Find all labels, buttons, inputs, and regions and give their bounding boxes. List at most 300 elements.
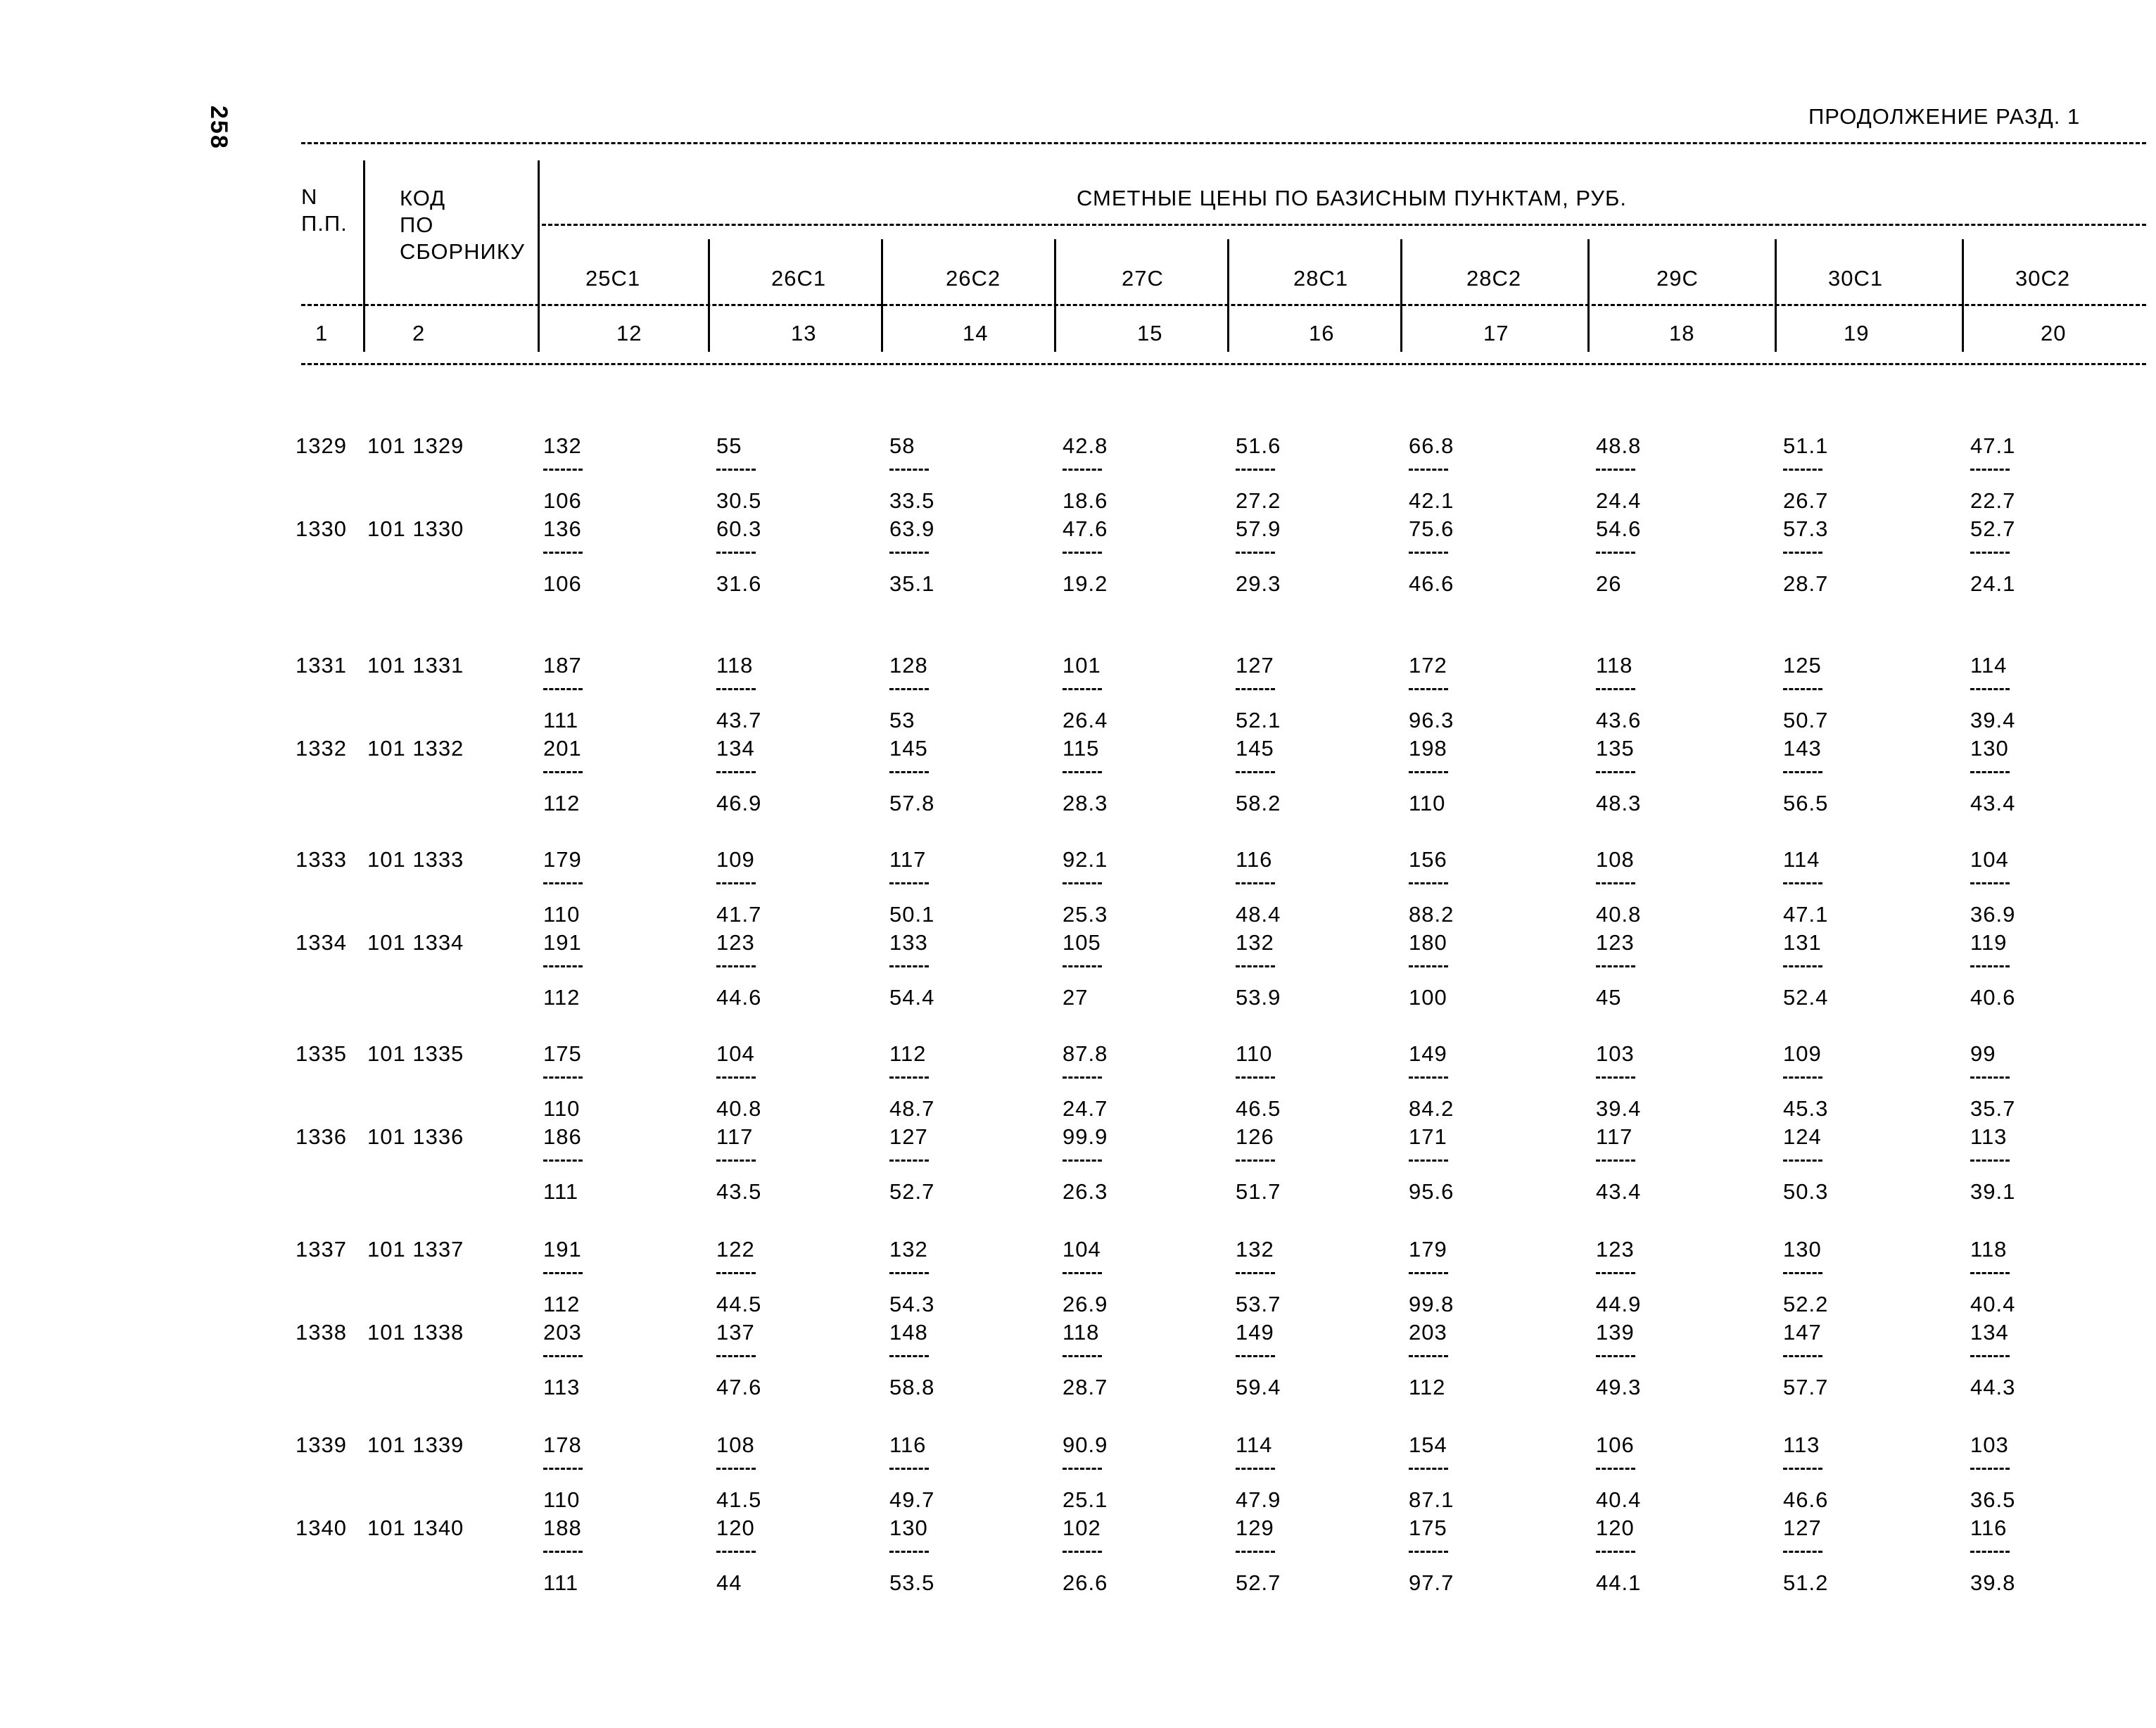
price-numerator: 57.3 xyxy=(1783,516,1829,541)
price-denominator: 26.6 xyxy=(1063,1570,1108,1595)
price-numerator: 63.9 xyxy=(889,516,935,541)
row-code: 101 1333 xyxy=(367,847,464,872)
col-divider-point xyxy=(1054,239,1056,352)
row-code: 101 1337 xyxy=(367,1237,464,1262)
header-point-5: 28С1 xyxy=(1293,266,1349,291)
price-numerator: 57.9 xyxy=(1236,516,1281,541)
price-numerator: 125 xyxy=(1783,653,1822,678)
price-denominator: 57.8 xyxy=(889,791,935,815)
price-denominator: 26.7 xyxy=(1783,488,1829,513)
price-numerator: 122 xyxy=(716,1237,755,1262)
price-denominator: 28.3 xyxy=(1063,791,1108,815)
row-number: 1329 xyxy=(296,433,347,458)
price-denominator: 110 xyxy=(1409,791,1446,815)
price-denominator: 99.8 xyxy=(1409,1292,1454,1316)
price-numerator: 109 xyxy=(1783,1041,1822,1066)
price-numerator: 123 xyxy=(1596,930,1635,955)
price-numerator: 105 xyxy=(1063,930,1101,955)
fraction-line xyxy=(1409,1272,1448,1274)
price-numerator: 171 xyxy=(1409,1124,1447,1149)
price-numerator: 175 xyxy=(543,1041,582,1066)
price-denominator: 26.4 xyxy=(1063,708,1108,732)
price-numerator: 147 xyxy=(1783,1320,1822,1345)
price-numerator: 99.9 xyxy=(1063,1124,1108,1149)
fraction-line xyxy=(543,1272,583,1274)
price-numerator: 48.8 xyxy=(1596,433,1642,458)
fraction-line xyxy=(543,1551,583,1553)
fraction-line xyxy=(1236,1468,1275,1470)
price-denominator: 112 xyxy=(1409,1375,1446,1399)
price-denominator: 40.4 xyxy=(1596,1487,1642,1512)
fraction-line xyxy=(1409,1355,1448,1357)
price-denominator: 27 xyxy=(1063,985,1089,1010)
fraction-line xyxy=(1783,1076,1822,1079)
price-numerator: 130 xyxy=(1970,736,2009,761)
fraction-line xyxy=(1236,1272,1275,1274)
price-numerator: 113 xyxy=(1783,1432,1820,1457)
fraction-line xyxy=(1063,882,1102,884)
price-numerator: 58 xyxy=(889,433,915,458)
fraction-line xyxy=(1783,965,1822,967)
price-denominator: 27.2 xyxy=(1236,488,1281,513)
price-denominator: 43.4 xyxy=(1596,1179,1642,1204)
fraction-line xyxy=(1970,965,2010,967)
price-numerator: 51.1 xyxy=(1783,433,1829,458)
price-denominator: 111 xyxy=(543,1570,579,1595)
price-denominator: 44.5 xyxy=(716,1292,762,1316)
fraction-line xyxy=(1970,469,2010,471)
row-number: 1334 xyxy=(296,930,347,955)
price-numerator: 154 xyxy=(1409,1432,1447,1457)
price-denominator: 25.1 xyxy=(1063,1487,1108,1512)
price-denominator: 44.9 xyxy=(1596,1292,1642,1316)
price-denominator: 26.3 xyxy=(1063,1179,1108,1204)
fraction-line xyxy=(1409,552,1448,554)
fraction-line xyxy=(1783,1272,1822,1274)
col-divider-point xyxy=(708,239,710,352)
fraction-line xyxy=(716,1272,756,1274)
fraction-line xyxy=(1970,1160,2010,1162)
fraction-line xyxy=(1409,771,1448,773)
row-number: 1330 xyxy=(296,516,347,541)
price-denominator: 57.7 xyxy=(1783,1375,1829,1399)
price-denominator: 44 xyxy=(716,1570,742,1595)
fraction-line xyxy=(889,882,929,884)
header-point-8: 30С1 xyxy=(1828,266,1884,291)
fraction-line xyxy=(1970,1355,2010,1357)
price-numerator: 172 xyxy=(1409,653,1447,678)
price-denominator: 28.7 xyxy=(1063,1375,1108,1399)
price-denominator: 47.9 xyxy=(1236,1487,1281,1512)
price-denominator: 39.4 xyxy=(1596,1096,1642,1121)
price-denominator: 25.3 xyxy=(1063,902,1108,927)
price-numerator: 104 xyxy=(716,1041,755,1066)
header-col-number: 20 xyxy=(2041,321,2067,345)
price-numerator: 54.6 xyxy=(1596,516,1642,541)
price-numerator: 130 xyxy=(1783,1237,1822,1262)
price-denominator: 43.6 xyxy=(1596,708,1642,732)
row-number: 1331 xyxy=(296,653,347,678)
price-denominator: 26 xyxy=(1596,571,1622,596)
price-denominator: 45 xyxy=(1596,985,1622,1010)
row-number: 1340 xyxy=(296,1516,347,1540)
price-numerator: 186 xyxy=(543,1124,582,1149)
fraction-line xyxy=(889,965,929,967)
price-numerator: 175 xyxy=(1409,1516,1447,1540)
price-numerator: 119 xyxy=(1970,930,2008,955)
price-numerator: 179 xyxy=(1409,1237,1447,1262)
fraction-line xyxy=(1236,771,1275,773)
fraction-line xyxy=(543,771,583,773)
fraction-line xyxy=(1063,1076,1102,1079)
row-code: 101 1334 xyxy=(367,930,464,955)
fraction-line xyxy=(1970,1468,2010,1470)
col-divider-point xyxy=(1227,239,1229,352)
fraction-line xyxy=(1409,1076,1448,1079)
price-denominator: 84.2 xyxy=(1409,1096,1454,1121)
fraction-line xyxy=(1970,1076,2010,1079)
price-denominator: 46.6 xyxy=(1783,1487,1829,1512)
fraction-line xyxy=(1970,882,2010,884)
fraction-line xyxy=(1236,1076,1275,1079)
price-numerator: 143 xyxy=(1783,736,1822,761)
header-point-1: 25С1 xyxy=(585,266,641,291)
row-code: 101 1336 xyxy=(367,1124,464,1149)
price-numerator: 108 xyxy=(1596,847,1635,872)
price-denominator: 44.3 xyxy=(1970,1375,2016,1399)
fraction-line xyxy=(1783,469,1822,471)
price-denominator: 47.6 xyxy=(716,1375,762,1399)
price-denominator: 52.7 xyxy=(1236,1570,1281,1595)
price-numerator: 114 xyxy=(1783,847,1820,872)
price-denominator: 110 xyxy=(543,1096,581,1121)
fraction-line xyxy=(1409,688,1448,690)
price-numerator: 156 xyxy=(1409,847,1447,872)
price-numerator: 131 xyxy=(1783,930,1822,955)
row-code: 101 1340 xyxy=(367,1516,464,1540)
fraction-line xyxy=(1409,1468,1448,1470)
price-numerator: 112 xyxy=(889,1041,927,1066)
col-divider-point xyxy=(1962,239,1964,352)
price-denominator: 46.6 xyxy=(1409,571,1454,596)
price-denominator: 46.5 xyxy=(1236,1096,1281,1121)
price-numerator: 191 xyxy=(543,930,582,955)
fraction-line xyxy=(1236,1551,1275,1553)
fraction-line xyxy=(889,1076,929,1079)
fraction-line xyxy=(1596,1076,1635,1079)
price-numerator: 118 xyxy=(716,653,754,678)
fraction-line xyxy=(1063,1468,1102,1470)
price-denominator: 96.3 xyxy=(1409,708,1454,732)
price-denominator: 48.7 xyxy=(889,1096,935,1121)
fraction-line xyxy=(1596,771,1635,773)
price-denominator: 53.7 xyxy=(1236,1292,1281,1316)
price-denominator: 48.4 xyxy=(1236,902,1281,927)
price-denominator: 45.3 xyxy=(1783,1096,1829,1121)
price-denominator: 52.4 xyxy=(1783,985,1829,1010)
price-denominator: 97.7 xyxy=(1409,1570,1454,1595)
row-number: 1333 xyxy=(296,847,347,872)
row-code: 101 1335 xyxy=(367,1041,464,1066)
fraction-line xyxy=(716,1160,756,1162)
price-numerator: 149 xyxy=(1236,1320,1274,1345)
fraction-line xyxy=(543,469,583,471)
fraction-line xyxy=(716,1468,756,1470)
price-denominator: 111 xyxy=(543,1179,579,1204)
price-denominator: 35.1 xyxy=(889,571,935,596)
price-numerator: 145 xyxy=(1236,736,1274,761)
fraction-line xyxy=(716,1355,756,1357)
price-numerator: 129 xyxy=(1236,1516,1274,1540)
fraction-line xyxy=(543,882,583,884)
price-denominator: 51.7 xyxy=(1236,1179,1281,1204)
col-divider-point xyxy=(1775,239,1777,352)
price-numerator: 137 xyxy=(716,1320,755,1345)
fraction-line xyxy=(543,1160,583,1162)
price-numerator: 120 xyxy=(1596,1516,1635,1540)
price-numerator: 103 xyxy=(1596,1041,1635,1066)
row-number: 1337 xyxy=(296,1237,347,1262)
fraction-line xyxy=(1236,552,1275,554)
price-denominator: 106 xyxy=(543,488,582,513)
price-denominator: 24.1 xyxy=(1970,571,2016,596)
price-denominator: 40.6 xyxy=(1970,985,2016,1010)
price-denominator: 59.4 xyxy=(1236,1375,1281,1399)
fraction-line xyxy=(1596,1355,1635,1357)
header-col-number: 19 xyxy=(1844,321,1870,345)
fraction-line xyxy=(716,965,756,967)
price-numerator: 127 xyxy=(889,1124,928,1149)
fraction-line xyxy=(716,1076,756,1079)
price-numerator: 132 xyxy=(543,433,582,458)
fraction-line xyxy=(716,469,756,471)
header-col-number: 16 xyxy=(1309,321,1335,345)
price-denominator: 111 xyxy=(543,708,579,732)
fraction-line xyxy=(1783,1468,1822,1470)
price-numerator: 124 xyxy=(1783,1124,1822,1149)
price-numerator: 110 xyxy=(1236,1041,1273,1066)
price-numerator: 108 xyxy=(716,1432,755,1457)
fraction-line xyxy=(1970,688,2010,690)
header-mid-rule xyxy=(301,304,2146,306)
price-numerator: 191 xyxy=(543,1237,582,1262)
row-number: 1338 xyxy=(296,1320,347,1345)
price-denominator: 95.6 xyxy=(1409,1179,1454,1204)
price-denominator: 54.4 xyxy=(889,985,935,1010)
fraction-line xyxy=(1236,1160,1275,1162)
fraction-line xyxy=(1783,1160,1822,1162)
header-col-number: 1 xyxy=(315,321,329,345)
row-code: 101 1339 xyxy=(367,1432,464,1457)
price-numerator: 114 xyxy=(1236,1432,1273,1457)
col-divider-2 xyxy=(538,160,540,352)
price-denominator: 47.1 xyxy=(1783,902,1829,927)
price-numerator: 114 xyxy=(1970,653,2008,678)
fraction-line xyxy=(716,1551,756,1553)
price-denominator: 100 xyxy=(1409,985,1447,1010)
price-denominator: 112 xyxy=(543,985,581,1010)
price-denominator: 53.5 xyxy=(889,1570,935,1595)
fraction-line xyxy=(889,1468,929,1470)
fraction-line xyxy=(543,1076,583,1079)
price-denominator: 31.6 xyxy=(716,571,762,596)
header-sborniku: СБОРНИКУ xyxy=(400,239,525,264)
price-numerator: 118 xyxy=(1596,653,1633,678)
fraction-line xyxy=(889,1272,929,1274)
price-numerator: 132 xyxy=(889,1237,928,1262)
price-numerator: 132 xyxy=(1236,1237,1274,1262)
header-col-number: 15 xyxy=(1137,321,1163,345)
price-denominator: 29.3 xyxy=(1236,571,1281,596)
fraction-line xyxy=(1063,552,1102,554)
price-numerator: 92.1 xyxy=(1063,847,1108,872)
price-denominator: 41.5 xyxy=(716,1487,762,1512)
fraction-line xyxy=(1596,469,1635,471)
price-numerator: 117 xyxy=(716,1124,754,1149)
price-denominator: 36.5 xyxy=(1970,1487,2016,1512)
fraction-line xyxy=(1409,469,1448,471)
fraction-line xyxy=(1783,1355,1822,1357)
price-numerator: 134 xyxy=(1970,1320,2009,1345)
header-point-3: 26С2 xyxy=(946,266,1001,291)
fraction-line xyxy=(543,1355,583,1357)
price-numerator: 123 xyxy=(1596,1237,1635,1262)
price-numerator: 99 xyxy=(1970,1041,1996,1066)
price-denominator: 39.1 xyxy=(1970,1179,2016,1204)
price-numerator: 120 xyxy=(716,1516,755,1540)
price-denominator: 58.8 xyxy=(889,1375,935,1399)
price-numerator: 75.6 xyxy=(1409,516,1454,541)
price-denominator: 56.5 xyxy=(1783,791,1829,815)
price-denominator: 50.7 xyxy=(1783,708,1829,732)
price-denominator: 30.5 xyxy=(716,488,762,513)
price-denominator: 33.5 xyxy=(889,488,935,513)
fraction-line xyxy=(1596,688,1635,690)
header-point-2: 26С1 xyxy=(771,266,827,291)
fraction-line xyxy=(1596,552,1635,554)
price-denominator: 22.7 xyxy=(1970,488,2016,513)
fraction-line xyxy=(1063,469,1102,471)
price-denominator: 41.7 xyxy=(716,902,762,927)
row-number: 1336 xyxy=(296,1124,347,1149)
fraction-line xyxy=(543,688,583,690)
price-numerator: 127 xyxy=(1236,653,1274,678)
fraction-line xyxy=(1063,1355,1102,1357)
price-numerator: 66.8 xyxy=(1409,433,1454,458)
col-divider-point xyxy=(881,239,883,352)
price-numerator: 130 xyxy=(889,1516,928,1540)
fraction-line xyxy=(1236,469,1275,471)
fraction-line xyxy=(1063,1272,1102,1274)
fraction-line xyxy=(889,771,929,773)
price-denominator: 113 xyxy=(543,1375,581,1399)
fraction-line xyxy=(1596,1551,1635,1553)
price-denominator: 18.6 xyxy=(1063,488,1108,513)
price-numerator: 149 xyxy=(1409,1041,1447,1066)
price-numerator: 117 xyxy=(1596,1124,1633,1149)
col-divider-point xyxy=(1587,239,1590,352)
col-divider-1 xyxy=(363,160,365,352)
price-denominator: 39.4 xyxy=(1970,708,2016,732)
fraction-line xyxy=(1236,688,1275,690)
price-numerator: 47.1 xyxy=(1970,433,2016,458)
fraction-line xyxy=(1970,552,2010,554)
header-code: КОД xyxy=(400,186,446,210)
price-denominator: 43.4 xyxy=(1970,791,2016,815)
price-denominator: 19.2 xyxy=(1063,571,1108,596)
fraction-line xyxy=(1970,1272,2010,1274)
fraction-line xyxy=(543,965,583,967)
fraction-line xyxy=(889,552,929,554)
price-numerator: 102 xyxy=(1063,1516,1101,1540)
header-top-rule xyxy=(301,142,2146,144)
fraction-line xyxy=(1596,1272,1635,1274)
row-code: 101 1329 xyxy=(367,433,464,458)
fraction-line xyxy=(716,552,756,554)
fraction-line xyxy=(1063,771,1102,773)
price-denominator: 52.2 xyxy=(1783,1292,1829,1316)
fraction-line xyxy=(889,1160,929,1162)
header-col-number: 14 xyxy=(963,321,989,345)
price-denominator: 50.3 xyxy=(1783,1179,1829,1204)
row-number: 1335 xyxy=(296,1041,347,1066)
price-numerator: 101 xyxy=(1063,653,1101,678)
price-denominator: 49.7 xyxy=(889,1487,935,1512)
row-number: 1339 xyxy=(296,1432,347,1457)
price-numerator: 55 xyxy=(716,433,742,458)
header-bottom-rule xyxy=(301,363,2146,365)
fraction-line xyxy=(1236,1355,1275,1357)
price-denominator: 40.8 xyxy=(1596,902,1642,927)
price-denominator: 46.9 xyxy=(716,791,762,815)
row-number: 1332 xyxy=(296,736,347,761)
price-numerator: 116 xyxy=(889,1432,927,1457)
fraction-line xyxy=(1236,965,1275,967)
header-point-4: 27С xyxy=(1122,266,1164,291)
price-numerator: 203 xyxy=(1409,1320,1447,1345)
price-denominator: 44.6 xyxy=(716,985,762,1010)
price-denominator: 43.7 xyxy=(716,708,762,732)
fraction-line xyxy=(1783,552,1822,554)
header-prices-title: СМЕТНЫЕ ЦЕНЫ ПО БАЗИСНЫМ ПУНКТАМ, РУБ. xyxy=(1077,186,1627,210)
price-denominator: 51.2 xyxy=(1783,1570,1829,1595)
price-denominator: 26.9 xyxy=(1063,1292,1108,1316)
price-denominator: 87.1 xyxy=(1409,1487,1454,1512)
price-denominator: 112 xyxy=(543,791,581,815)
fraction-line xyxy=(1063,965,1102,967)
fraction-line xyxy=(1063,688,1102,690)
price-denominator: 35.7 xyxy=(1970,1096,2016,1121)
price-numerator: 136 xyxy=(543,516,582,541)
fraction-line xyxy=(889,1551,929,1553)
fraction-line xyxy=(889,469,929,471)
price-denominator: 53 xyxy=(889,708,915,732)
price-numerator: 201 xyxy=(543,736,582,761)
price-numerator: 148 xyxy=(889,1320,928,1345)
fraction-line xyxy=(1596,1160,1635,1162)
fraction-line xyxy=(889,688,929,690)
price-numerator: 179 xyxy=(543,847,582,872)
price-numerator: 113 xyxy=(1970,1124,2008,1149)
fraction-line xyxy=(1063,1551,1102,1553)
fraction-line xyxy=(889,1355,929,1357)
price-numerator: 90.9 xyxy=(1063,1432,1108,1457)
header-pp: П.П. xyxy=(301,211,348,236)
fraction-line xyxy=(1596,965,1635,967)
price-denominator: 106 xyxy=(543,571,582,596)
price-denominator: 48.3 xyxy=(1596,791,1642,815)
price-numerator: 116 xyxy=(1970,1516,2008,1540)
